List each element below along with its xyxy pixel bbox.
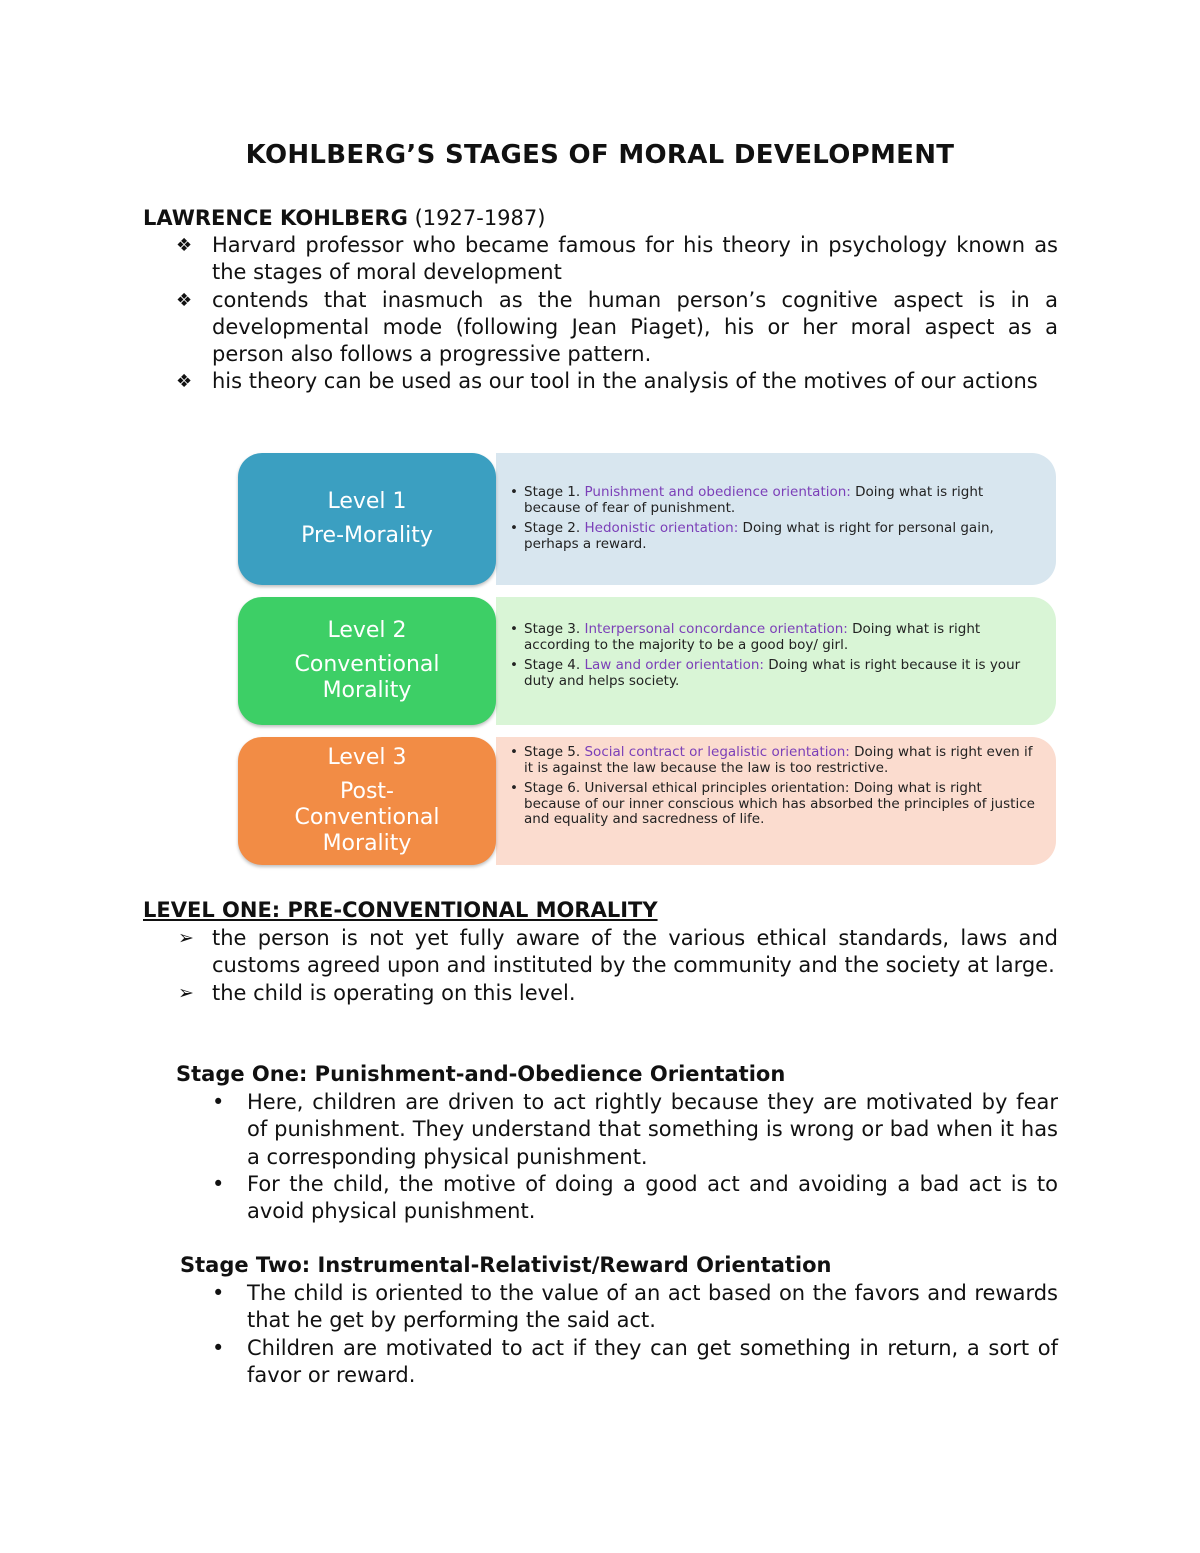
bullet-dot-icon: • [212,1090,225,1114]
list-item: ➢ the person is not yet fully aware of the various ethical standards, laws and customs agreed upon and instituted by the community and the society at large. [178,926,1058,978]
list-item: ➢ the child is operating on this level. [176,980,1058,1007]
level-row-3 [238,737,1056,867]
arrowhead-icon: ➢ [178,981,194,1004]
list-item: • Children are motivated to act if they can get something in return, a sort of favor or reward. [212,1335,1058,1387]
bullet-dot-icon: • [212,1281,225,1305]
bullet-dot-icon: • [510,484,518,500]
stage-item: • Stage 4. Law and order orientation: Doing what is right because it is your duty and helps society. [510,657,1021,689]
stage-one-heading: Stage One: Punishment-and-Obedience Orientation [176,1062,786,1086]
stage-two-list [210,1280,1058,1389]
list-item: ❖ Harvard professor who became famous for his theory in psychology known as the stages of moral development [176,233,1058,285]
bio-name: LAWRENCE KOHLBERG [143,206,408,230]
bullet-dot-icon: • [510,657,518,673]
bullet-dot-icon: • [510,621,518,637]
list-item: • The child is oriented to the value of an act based on the favors and rewards that he get by performing the said act. [212,1281,1058,1333]
stage-one-list [210,1089,1058,1225]
stage-item: • Stage 3. Interpersonal concordance orientation: Doing what is right according to the majority to be a good boy/ girl. [510,621,981,653]
diamond-dots-icon: ❖ [176,235,193,256]
level-2-description [496,597,1056,725]
bullet-dot-icon: • [212,1335,225,1360]
stage-two-heading: Stage Two: Instrumental-Relativist/Reward Orientation [180,1253,832,1277]
stage-item: • Stage 6. Universal ethical principles orientation: Doing what is right because of our inner conscious which has absorbed the principles of justice and equality and sacredness of life. [510,780,1035,827]
diamond-dots-icon: ❖ [176,289,193,311]
levels-diagram [238,453,1056,867]
level-one-list [176,925,1058,1007]
bullet-dot-icon: • [510,780,518,796]
level-1-description [496,453,1056,585]
level-3-label: Level 3 Post- Conventional Morality [238,737,496,865]
bio-years: (1927-1987) [414,206,546,230]
bio-heading [143,206,545,230]
level-row-2 [238,597,1056,727]
list-item: ❖ contends that inasmuch as the human person’s cognitive aspect is in a developmental mode (following Jean Piaget), his or her moral aspect as a person also follows a progressive pattern. [176,287,1058,367]
level-row-1 [238,453,1056,587]
list-item: • For the child, the motive of doing a good act and avoiding a bad act is to avoid physical punishment. [212,1171,1058,1224]
level-3-description [496,737,1056,865]
arrowhead-icon: ➢ [178,927,194,949]
level-2-label: Level 2 Conventional Morality [238,597,496,725]
level-one-heading: LEVEL ONE: PRE-CONVENTIONAL MORALITY [143,898,658,922]
bullet-dot-icon: • [510,744,518,760]
bullet-dot-icon: • [212,1171,225,1196]
diamond-dots-icon: ❖ [176,371,193,393]
stage-item: • Stage 2. Hedonistic orientation: Doing what is right for personal gain, perhaps a reward. [510,520,994,552]
list-item: • Here, children are driven to act rightly because they are motivated by fear of punishment. They understand that something is wrong or bad when it has a corresponding physical punishment. [212,1090,1058,1169]
bullet-dot-icon: • [510,520,518,536]
level-1-label: Level 1 Pre-Morality [238,453,496,585]
stage-item: • Stage 5. Social contract or legalistic orientation: Doing what is right even if it is against the law because the law is too restrictive. [510,744,1033,776]
page-title: KOHLBERG’S STAGES OF MORAL DEVELOPMENT [245,140,955,170]
stage-item: • Stage 1. Punishment and obedience orientation: Doing what is right because of fear of punishment. [510,484,984,516]
list-item: ❖ his theory can be used as our tool in the analysis of the motives of our actions [176,368,1058,395]
bio-list [176,232,1058,396]
